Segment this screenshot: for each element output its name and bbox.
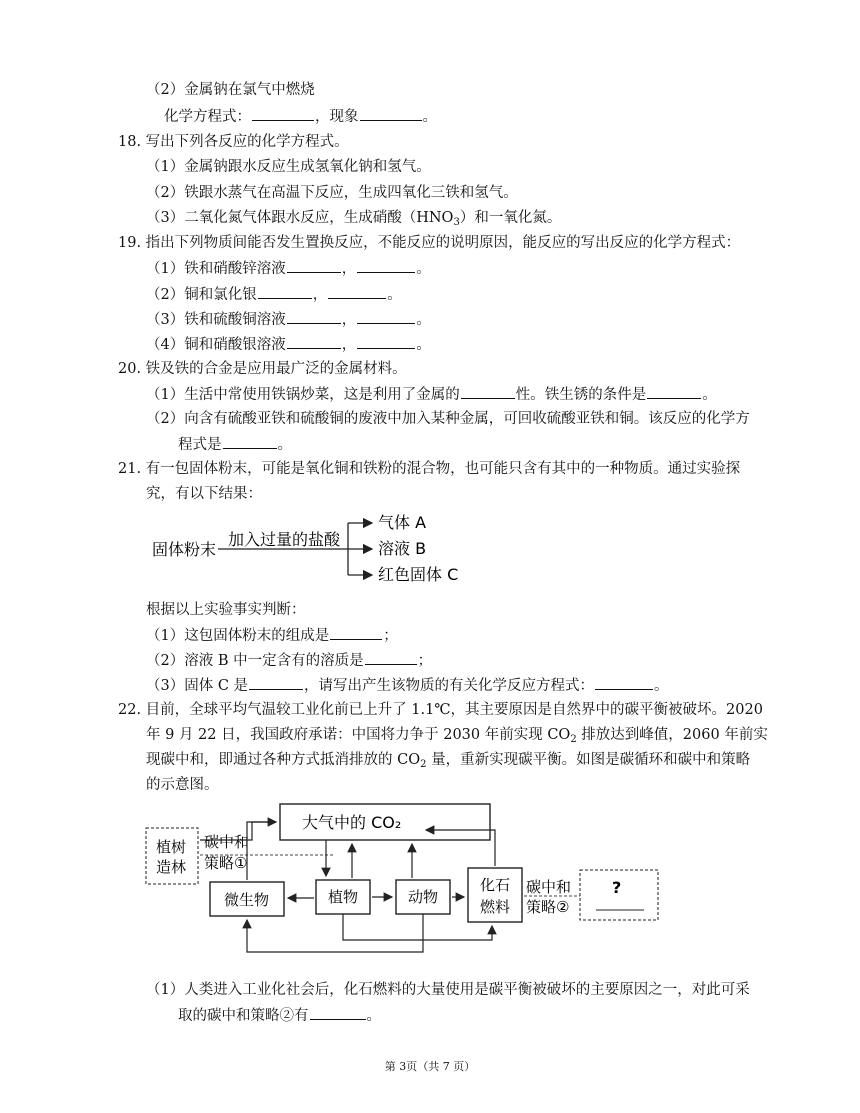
q22-stem-line4: 的示意图。 [146,777,219,793]
answer-blank[interactable] [357,258,415,273]
period: 。 [416,312,431,328]
q17-item2: （2）金属钠在氯气中燃烧 [146,82,315,98]
comma: ， [312,287,328,303]
q18-stem: 18. 写出下列各反应的化学方程式。 [118,134,349,150]
answer-blank[interactable] [365,650,417,665]
strategy1-label-2: 策略① [204,854,248,872]
q20-stem: 20. 铁及铁的合金是应用最广泛的金属材料。 [118,361,407,377]
answer-blank[interactable] [360,106,422,121]
answer-blank[interactable] [595,675,653,690]
comma: ， [341,261,357,277]
period: 。 [387,287,402,303]
strategy2-label-2: 策略② [526,898,570,916]
answer-blank[interactable] [252,106,314,121]
q22-stem-line3 [146,750,750,775]
q21-output-solution: 溶液 B [378,539,427,558]
q21-judge: 根据以上实验事实判断： [146,602,306,618]
q22-item1: （1）人类进入工业化社会后，化石燃料的大量使用是碳平衡被破坏的主要原因之一，对此可采 [146,982,750,998]
q20-item2: （2）向含有硫酸亚铁和硫酸铜的废液中加入某种金属，可回收硫酸亚铁和铜。该反应的化学方 [146,411,750,427]
q19-item3 [146,309,431,330]
q21-item3-b: ，请写出产生该物质的有关化学反应方程式： [304,678,595,694]
subscript: 2 [420,759,427,770]
q20-item2-cont [178,434,292,455]
unknown-mark: ? [612,878,622,897]
q19-item2 [146,284,402,305]
tree-planting-label-2: 造林 [156,858,187,876]
q21-output-solid: 红色固体 C [378,565,459,584]
page-footer: 第 3页（共 7 页） [384,1060,476,1073]
q21-stem-line2: 究，有以下结果： [146,486,262,502]
q20-item2-b: 程式是 [178,437,222,453]
q22-l3-b: 量，重新实现碳平衡。如图是碳循环和碳中和策略 [426,752,751,768]
answer-blank[interactable] [357,309,415,324]
q18-item2: （2）铁跟水蒸气在高温下反应，生成四氧化三铁和氢气。 [146,185,518,201]
answer-blank[interactable] [647,384,701,399]
period: 。 [702,387,717,403]
microbe-label: 微生物 [224,891,270,909]
q17-sep: ，现象 [315,109,359,125]
answer-blank[interactable] [357,334,415,349]
q21-item1 [146,625,398,646]
q22-item1-cont [178,1005,381,1026]
answer-blank[interactable] [330,625,382,640]
q22-stem-line2 [146,725,768,750]
answer-blank[interactable] [287,334,341,349]
q21-flow-diagram [140,505,480,590]
q21-item3-a: （3）固体 C 是 [146,678,249,694]
answer-blank[interactable] [287,258,341,273]
q19-item4 [146,334,431,355]
answer-blank[interactable] [310,1005,366,1020]
comma: ， [341,337,357,353]
q22-item1-b: 取的碳中和策略②有 [178,1008,309,1024]
q21-item2-a: （2）溶液 B 中一定含有的溶质是 [146,653,364,669]
q22-stem-line1: 22. 目前，全球平均气温较工业化前已上升了 1.1℃，其主要原因是自然界中的碳平衡被破坏。2020 [118,702,763,718]
q21-item3 [146,675,669,696]
q21-start-label: 固体粉末 [152,540,217,559]
answer-blank[interactable] [461,384,515,399]
fossil-fuel-label-1: 化石 [480,876,511,894]
period: 。 [277,437,292,453]
q20-item1 [146,384,717,405]
answer-blank[interactable] [287,309,341,324]
q18-item3-b: ）和一氧化氮。 [459,210,562,226]
strategy1-label-1: 碳中和 [204,833,250,851]
q18-item1: （1）金属钠跟水反应生成氢氧化钠和氢气。 [146,159,431,175]
q22-l3-a: 现碳中和，即通过各种方式抵消排放的 CO [146,752,421,768]
q21-output-gas: 气体 A [378,513,427,532]
q21-reagent-label: 加入过量的盐酸 [228,530,341,549]
q22-l2-a: 年 9 月 22 日，我国政府承诺：中国将力争于 2030 年前实现 CO [146,727,571,743]
q21-stem-line1: 21. 有一包固体粉末，可能是氧化铜和铁粉的混合物，也可能只含有其中的一种物质。通过实验探 [118,461,741,477]
subscript: 2 [570,734,577,745]
carbon-cycle-diagram [140,800,670,958]
q17-answer-line [164,106,437,127]
answer-blank[interactable] [328,284,386,299]
q19-item3-text: （3）铁和硫酸铜溶液 [146,312,286,328]
q22-l2-b: 排放达到峰值，2060 年前实 [576,727,768,743]
q21-item2 [146,650,432,671]
q20-item1-a: （1）生活中常使用铁锅炒菜，这是利用了金属的 [146,387,460,403]
period: 。 [654,678,669,694]
q19-item1-text: （1）铁和硝酸锌溶液 [146,261,286,277]
fossil-fuel-label-2: 燃料 [480,898,511,916]
q21-item1-a: （1）这包固体粉末的组成是 [146,628,330,644]
semicolon: ； [383,628,398,644]
q18-item3 [146,208,561,233]
answer-blank[interactable] [223,434,277,449]
q19-item4-text: （4）铜和硝酸银溶液 [146,337,286,353]
strategy2-label-1: 碳中和 [526,878,572,896]
q19-stem: 19. 指出下列物质间能否发生置换反应，不能反应的说明原因，能反应的写出反应的化学方程式： [118,235,741,251]
plant-label: 植物 [328,888,359,906]
q17-end: 。 [422,109,437,125]
q18-item3-a: （3）二氧化氮气体跟水反应，生成硝酸（HNO [146,210,454,226]
period: 。 [416,261,431,277]
q18-item3-sub: 3 [453,217,460,228]
tree-planting-label-1: 植树 [156,838,187,856]
q17-eq-label: 化学方程式： [164,109,251,125]
q19-item2-text: （2）铜和氯化银 [146,287,257,303]
q19-item1 [146,258,431,279]
comma: ， [341,312,357,328]
answer-blank[interactable] [249,675,303,690]
q20-item1-b: 性。铁生锈的条件是 [515,387,647,403]
animal-label: 动物 [408,888,439,906]
answer-blank[interactable] [258,284,312,299]
period: 。 [366,1008,381,1024]
atmosphere-label: 大气中的 CO₂ [302,813,402,832]
semicolon: ； [417,653,433,669]
period: 。 [416,337,431,353]
